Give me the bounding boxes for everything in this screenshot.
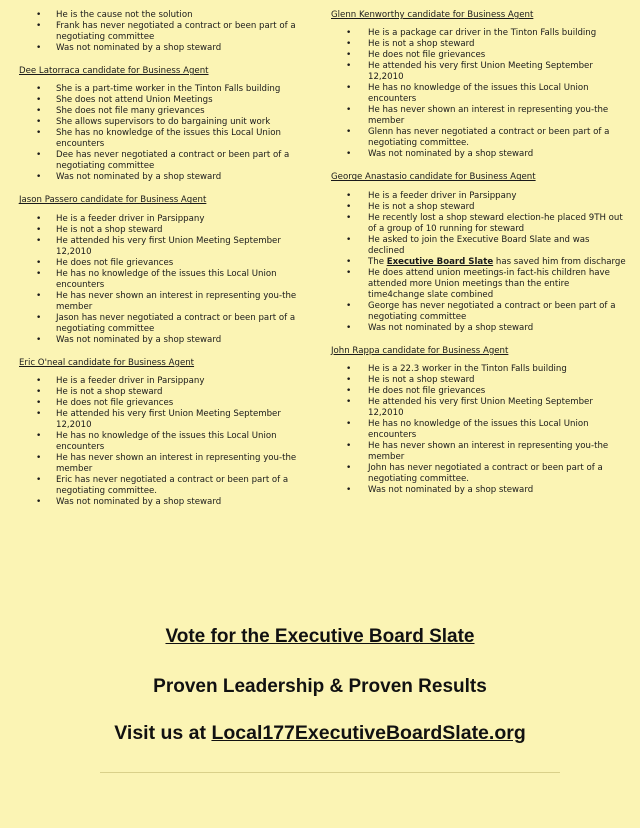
list-item: • Eric has never negotiated a contract or been part of a negotiating committee. bbox=[36, 474, 289, 496]
candidate-heading: George Anastasio candidate for Business Agent bbox=[331, 172, 536, 183]
list-item: • He is the cause not the solution bbox=[36, 10, 193, 20]
footer-divider bbox=[100, 772, 560, 773]
bullet-icon: • bbox=[36, 268, 42, 279]
list-item: • He does not file grievances bbox=[346, 50, 486, 61]
bullet-icon: • bbox=[36, 452, 42, 463]
list-item: • Dee has never negotiated a contract or been part of a negotiating committee bbox=[36, 150, 290, 172]
bullet-icon: • bbox=[346, 127, 352, 138]
website-line bbox=[0, 722, 640, 745]
list-item: • She does not file many grievances bbox=[36, 106, 205, 117]
bullet-icon: • bbox=[346, 363, 352, 374]
bullet-list bbox=[16, 376, 316, 508]
bullet-icon: • bbox=[36, 397, 42, 408]
bullet-icon: • bbox=[346, 234, 352, 245]
candidate-heading: Dee Latorraca candidate for Business Agent bbox=[19, 66, 209, 76]
bullet-icon: • bbox=[346, 440, 352, 451]
list-item: • He is a feeder driver in Parsippany bbox=[36, 213, 205, 224]
bullet-icon: • bbox=[36, 496, 42, 507]
list-item: • He is a feeder driver in Parsippany bbox=[346, 190, 517, 201]
bullet-icon: • bbox=[346, 300, 352, 311]
list-item: • He attended his very first Union Meeting September 12,2010 bbox=[346, 61, 593, 83]
bullet-icon: • bbox=[346, 83, 352, 94]
bullet-icon: • bbox=[346, 149, 352, 160]
bullet-icon: • bbox=[36, 474, 42, 485]
list-item: • He is a package car driver in the Tinton Falls building bbox=[346, 28, 597, 39]
bullet-list bbox=[328, 364, 628, 496]
bullet-icon: • bbox=[346, 256, 352, 267]
list-item: • He has never shown an interest in representing you-the member bbox=[346, 105, 609, 127]
candidate-section-frank bbox=[16, 10, 316, 54]
list-item: • He has no knowledge of the issues this Local Union encounters bbox=[36, 430, 277, 452]
bullet-icon: • bbox=[346, 385, 352, 396]
list-item: • He is a 22.3 worker in the Tinton Falls building bbox=[346, 363, 567, 374]
candidate-section-eric bbox=[16, 358, 316, 508]
bullet-icon: • bbox=[346, 418, 352, 429]
list-item: • Jason has never negotiated a contract or been part of a negotiating committee bbox=[36, 312, 296, 334]
list-item: • He does not file grievances bbox=[36, 397, 174, 408]
bullet-icon: • bbox=[36, 235, 42, 246]
bullet-icon: • bbox=[346, 462, 352, 473]
bullet-icon: • bbox=[36, 117, 42, 128]
bullet-icon: • bbox=[36, 95, 42, 106]
list-item: • She has no knowledge of the issues this Local Union encounters bbox=[36, 128, 281, 150]
bullet-icon: • bbox=[346, 322, 352, 333]
list-item: • Was not nominated by a shop steward bbox=[36, 334, 222, 345]
list-item: • He attended his very first Union Meeting September 12,2010 bbox=[346, 396, 593, 418]
candidate-section-jason bbox=[16, 195, 316, 345]
bullet-icon: • bbox=[36, 84, 42, 95]
list-item: • He is a feeder driver in Parsippany bbox=[36, 375, 205, 386]
bullet-icon: • bbox=[36, 106, 42, 117]
bullet-icon: • bbox=[346, 105, 352, 116]
list-item: • He attended his very first Union Meeting September 12,2010 bbox=[36, 408, 281, 430]
candidate-section-george bbox=[328, 172, 628, 333]
bullet-icon: • bbox=[36, 213, 42, 224]
tagline: Proven Leadership & Proven Results bbox=[153, 676, 487, 697]
bullet-icon: • bbox=[36, 430, 42, 441]
list-item: • Was not nominated by a shop steward bbox=[36, 496, 222, 507]
bullet-icon: • bbox=[36, 10, 42, 20]
bullet-icon: • bbox=[346, 50, 352, 61]
bullet-icon: • bbox=[346, 374, 352, 385]
list-item: • The Executive Board Slate has saved him from discharge bbox=[346, 256, 626, 267]
list-item: • He has never shown an interest in representing you-the member bbox=[36, 452, 297, 474]
bullet-icon: • bbox=[346, 61, 352, 72]
website-link[interactable]: Local177ExecutiveBoardSlate.org bbox=[211, 722, 526, 744]
bullet-icon: • bbox=[36, 334, 42, 345]
bullet-icon: • bbox=[36, 408, 42, 419]
bullet-icon: • bbox=[36, 150, 42, 161]
list-item: • He asked to join the Executive Board Slate and was declined bbox=[346, 234, 590, 256]
bullet-icon: • bbox=[346, 201, 352, 212]
list-item: • He has never shown an interest in representing you-the member bbox=[36, 290, 297, 312]
bullet-icon: • bbox=[36, 43, 42, 53]
list-item: • She does not attend Union Meetings bbox=[36, 95, 213, 106]
list-item: • Was not nominated by a shop steward bbox=[36, 43, 222, 53]
bullet-icon: • bbox=[346, 396, 352, 407]
right-column bbox=[328, 10, 628, 502]
bullet-list bbox=[16, 84, 316, 183]
list-item: • He does attend union meetings-in fact-his children have attended more Union meetings than the entire time4change slate combined bbox=[346, 267, 610, 300]
bullet-list bbox=[16, 10, 316, 54]
list-item: • He does not file grievances bbox=[36, 257, 174, 268]
list-item: • Was not nominated by a shop steward bbox=[346, 149, 534, 160]
bullet-icon: • bbox=[36, 172, 42, 183]
bullet-list bbox=[328, 28, 628, 160]
list-item: • He has never shown an interest in representing you-the member bbox=[346, 440, 609, 462]
bullet-icon: • bbox=[36, 312, 42, 323]
bullet-icon: • bbox=[346, 190, 352, 201]
left-column bbox=[16, 10, 316, 514]
list-item: • Was not nominated by a shop steward bbox=[346, 484, 534, 495]
list-item: • He is not a shop steward bbox=[36, 224, 163, 235]
bullet-icon: • bbox=[346, 39, 352, 50]
website-prefix: Visit us at bbox=[114, 722, 212, 744]
list-item: • She is a part-time worker in the Tinton Falls building bbox=[36, 84, 281, 95]
list-item: • He is not a shop steward bbox=[36, 386, 163, 397]
candidate-heading: John Rappa candidate for Business Agent bbox=[331, 345, 509, 356]
vote-headline: Vote for the Executive Board Slate bbox=[165, 626, 475, 647]
bullet-icon: • bbox=[36, 386, 42, 397]
bullet-icon: • bbox=[36, 128, 42, 139]
list-item: • He recently lost a shop steward election-he placed 9TH out of a group of 10 running for steward bbox=[346, 212, 623, 234]
bullet-icon: • bbox=[346, 28, 352, 39]
list-item: • Frank has never negotiated a contract or been part of a negotiating committee bbox=[36, 21, 296, 42]
candidate-section-dee bbox=[16, 66, 316, 183]
bullet-icon: • bbox=[36, 257, 42, 268]
list-item: • Glenn has never negotiated a contract or been part of a negotiating committee. bbox=[346, 127, 610, 149]
candidate-section-glenn bbox=[328, 10, 628, 160]
candidate-section-john bbox=[328, 346, 628, 496]
list-item: • He is not a shop steward bbox=[346, 374, 475, 385]
bullet-list bbox=[328, 191, 628, 334]
candidate-heading: Jason Passero candidate for Business Agent bbox=[19, 195, 207, 206]
list-item: • George has never negotiated a contract or been part of a negotiating committee bbox=[346, 300, 616, 322]
list-item: • John has never negotiated a contract or been part of a negotiating committee. bbox=[346, 462, 603, 484]
list-item: • He has no knowledge of the issues this Local Union encounters bbox=[36, 268, 277, 290]
list-item: • Was not nominated by a shop steward bbox=[346, 322, 534, 333]
bullet-icon: • bbox=[346, 212, 352, 223]
bullet-list bbox=[16, 214, 316, 346]
list-item: • She allows supervisors to do bargaining unit work bbox=[36, 117, 271, 128]
list-item: • He has no knowledge of the issues this Local Union encounters bbox=[346, 418, 589, 440]
candidate-heading: Glenn Kenworthy candidate for Business Agent bbox=[331, 10, 534, 20]
bullet-icon: • bbox=[36, 224, 42, 235]
bullet-icon: • bbox=[36, 21, 42, 31]
bullet-icon: • bbox=[346, 267, 352, 278]
list-item: • He attended his very first Union Meeting September 12,2010 bbox=[36, 235, 281, 257]
bullet-icon: • bbox=[346, 484, 352, 495]
list-item: • He is not a shop steward bbox=[346, 201, 475, 212]
bullet-icon: • bbox=[36, 375, 42, 386]
list-item: • He is not a shop steward bbox=[346, 39, 475, 50]
candidate-heading: Eric O'neal candidate for Business Agent bbox=[19, 357, 195, 368]
list-item: • He does not file grievances bbox=[346, 385, 486, 396]
list-item: • He has no knowledge of the issues this Local Union encounters bbox=[346, 83, 589, 105]
bullet-icon: • bbox=[36, 290, 42, 301]
executive-board-slate-emphasis: Executive Board Slate bbox=[386, 256, 494, 267]
list-item: • Was not nominated by a shop steward bbox=[36, 172, 222, 183]
